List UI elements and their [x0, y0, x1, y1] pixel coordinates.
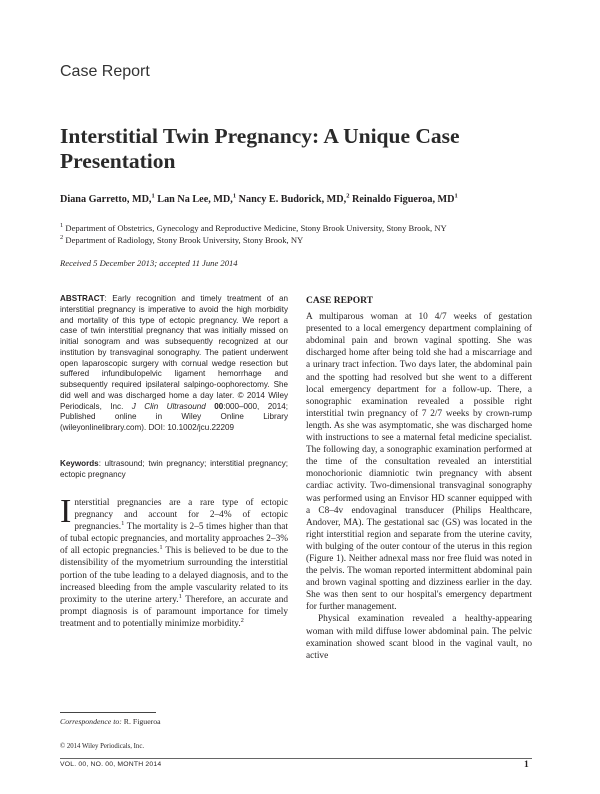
author-affil-ref: 2	[346, 192, 350, 200]
keywords	[60, 459, 288, 481]
journal-name: J Clin Ultrasound	[131, 401, 206, 411]
affiliation	[60, 223, 447, 233]
abstract	[60, 294, 288, 434]
citation-ref: 1	[121, 520, 125, 528]
copyright-note: © 2014 Wiley Periodicals, Inc.	[60, 743, 145, 750]
case-report-paragraph: Physical examination revealed a healthy-appearing woman with mild diffuse lower abdominal pain. The pelvic examination showed scant blood in the vaginal vault, no active	[306, 614, 532, 661]
intro-text: Therefore, an accurate and prompt diagnosis is of paramount importance for timely treatment and to potentially minimize morbidity.	[60, 594, 288, 629]
drop-cap: I	[60, 493, 72, 530]
author-name: Reinaldo Figueroa, MD	[351, 194, 455, 205]
footer-divider	[60, 758, 532, 759]
abstract-label: ABSTRACT	[60, 294, 105, 303]
author-list	[60, 194, 458, 205]
citation-text: :000–000, 2014; Published online in Wiley Online Library (wileyonlinelibrary.com). DOI: 10.1002/jcu.22209	[60, 401, 288, 432]
keywords-text: : ultrasound; twin pregnancy; interstitial pregnancy; ectopic pregnancy	[60, 459, 288, 479]
journal-volume: 00	[214, 401, 224, 411]
correspondence-name: R. Figueroa	[121, 717, 161, 726]
intro-text: The mortality is 2–5 times higher than that of tubal ectopic pregnancies, and mortality approaches 2–3% of all ectopic pregnancies.	[60, 522, 288, 557]
affiliation-text: Department of Radiology, Stony Brook University, Stony Brook, NY	[65, 235, 304, 245]
affiliation	[60, 235, 303, 245]
author-name: Diana Garretto, MD,	[60, 194, 152, 205]
citation-ref: 1	[159, 544, 163, 552]
author-name: Lan Na Lee, MD,	[157, 194, 233, 205]
citation-ref: 1	[178, 592, 182, 600]
correspondence-label: Correspondence to:	[60, 717, 122, 726]
affiliation-ref: 2	[60, 234, 64, 242]
footer-volume: VOL. 00, NO. 00, MONTH 2014	[60, 761, 162, 768]
footnote-divider	[60, 712, 156, 713]
case-report-paragraph: A multiparous woman at 10 4/7 weeks of gestation presented to a local emergency department complaining of abdominal pain and brown vaginal spotting. She was discharged home after being told she had a miscarriage and a urinary tract infection. Two days later, the abdominal pain and the spotting had resolved but she went to a different local emergency department for a follow-up. There, a sonographic examination revealed a possible right interstitial twin pregnancy of 7 2/7 weeks by crown-rump length. As she was asymptomatic, she was discharged home with instructions to see a maternal fetal medicine specialist. The following day, a sonographic examination performed at the time of the consultation revealed an interstitial monochorionic diamniotic twin pregnancy with absent cardiac activity. Two-dimensional transvaginal sonography was performed using an Envisor HD scanner equipped with a C8–4v endovaginal transducer (Philips Healthcare, Andover, MA). The gestational sac (GS) was located in the right interstitial region and separate from the uterine cavity, with bulging of the outer contour of the uterus in this region (Figure 1). Neither adnexal mass nor free fluid was noted in the pelvis. The woman reported intermittent abdominal pain and brown vaginal spotting and dizziness earlier in the day. She was then sent to our hospital's emergency department for further management.	[306, 312, 532, 613]
affiliation-ref: 1	[60, 222, 64, 230]
correspondence-note	[60, 717, 161, 726]
page-number: 1	[524, 760, 529, 770]
author-name: Nancy E. Budorick, MD,	[238, 194, 347, 205]
author-affil-ref: 1	[232, 192, 237, 200]
intro-text: nterstitial pregnancies are a rare type of ectopic pregnancy and account for 2–4% of ectopic pregnancies.	[74, 498, 288, 533]
received-dates: Received 5 December 2013; accepted 11 June 2014	[60, 258, 238, 268]
introduction	[60, 493, 289, 630]
author-affil-ref: 1	[454, 192, 458, 200]
article-title: Interstitial Twin Pregnancy: A Unique Case Presentation	[60, 124, 460, 173]
case-report-heading: CASE REPORT	[306, 296, 373, 306]
intro-text: This is believed to be due to the distensibility of the myometrium surrounding the interstitial portion of the tube leading to a delayed diagnosis, and to the increased bleeding from the ample vascularity related to its proximity to the uterine artery.	[60, 546, 289, 605]
affiliation-text: Department of Obstetrics, Gynecology and Reproductive Medicine, Stony Brook University, Stony Brook, NY	[65, 223, 447, 233]
citation-ref: 2	[240, 616, 244, 624]
abstract-text: : Early recognition and timely treatment of an interstitial pregnancy is imperative to avoid the high morbidity and mortality of this type of ectopic pregnancy. We report a case of twin interstitial pregnancy that was initially missed on initial sonogram and was subsequently recognized at our institution by transvaginal sonography. The patient underwent open laparoscopic surgery with cornual wedge resection but suffered infundibulopelvic ligament hemorrhage and subsequently required ipsilateral salpingo-oophorectomy. She did well and was discharged home a day later. © 2014 Wiley Periodicals, Inc.	[60, 294, 288, 411]
author-affil-ref: 1	[151, 192, 155, 200]
keywords-label: Keywords	[60, 459, 99, 468]
case-report-section	[306, 295, 532, 662]
section-label: Case Report	[60, 63, 150, 80]
